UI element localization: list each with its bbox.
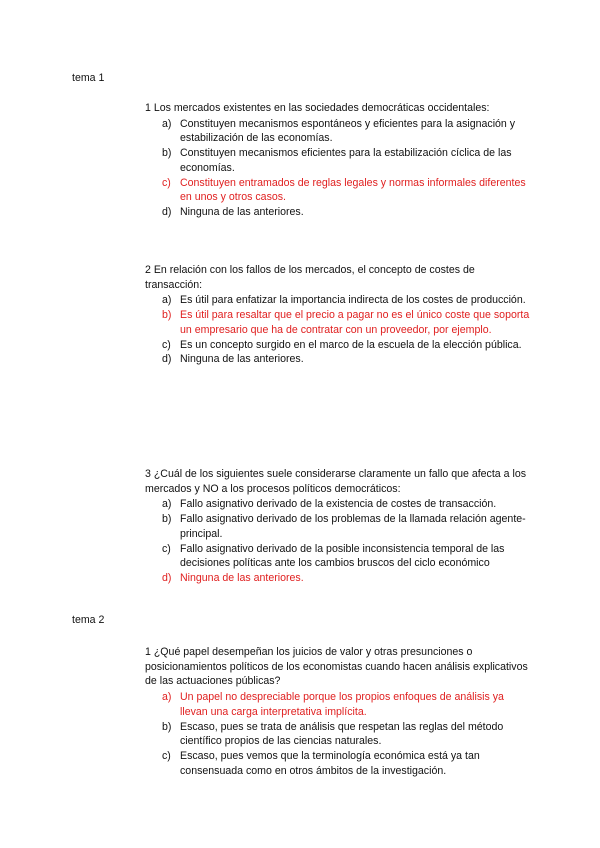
option-letter: c): [162, 542, 171, 555]
option-letter: a): [162, 498, 172, 511]
option-text: Escaso, pues vemos que la terminología económica está ya tan consensuada como en otros ámbitos de la investigación.: [180, 749, 480, 777]
option-d: [145, 352, 530, 367]
option-letter: b): [162, 720, 172, 733]
option-c: [145, 749, 530, 778]
option-text: Escaso, pues se trata de análisis que respetan las reglas del método científico propios de las ciencias naturales.: [180, 720, 504, 748]
option-a: [145, 117, 530, 146]
option-b: [145, 720, 530, 749]
option-list: [145, 497, 530, 585]
option-text: Fallo asignativo derivado de la posible inconsistencia temporal de las decisiones políticas ante los cambios bruscos del ciclo económico: [180, 542, 505, 570]
option-letter: b): [162, 309, 172, 322]
option-text: Ninguna de las anteriores.: [180, 205, 304, 218]
section-title-tema-1: tema 1: [72, 72, 105, 84]
option-letter: a): [162, 691, 172, 704]
question-1-2: [145, 263, 530, 367]
option-letter: c): [162, 749, 171, 762]
option-letter: a): [162, 117, 172, 130]
option-text: Un papel no despreciable porque los propios enfoques de análisis ya llevan una carga interpretativa implícita.: [180, 691, 504, 718]
section-title-tema-2: tema 2: [72, 614, 105, 626]
option-list: [145, 293, 530, 367]
option-letter: d): [162, 353, 172, 366]
question-1-3: [145, 467, 530, 586]
option-b: [145, 146, 530, 175]
option-c: [145, 338, 530, 353]
option-letter: d): [162, 205, 172, 218]
option-text: Constituyen entramados de reglas legales y normas informales diferentes en unos y otros casos.: [180, 176, 526, 204]
option-text: Constituyen mecanismos eficientes para la estabilización cíclica de las economías.: [180, 147, 512, 174]
option-list: [145, 117, 530, 220]
option-a: [145, 293, 530, 308]
option-text: Constituyen mecanismos espontáneos y eficientes para la asignación y estabilización de las economías.: [180, 117, 516, 145]
option-text: Ninguna de las anteriores.: [180, 353, 304, 366]
question-stem: 2 En relación con los fallos de los mercados, el concepto de costes de transacción:: [145, 264, 475, 291]
option-c-correct: [145, 176, 530, 205]
option-text: Es un concepto surgido en el marco de la escuela de la elección pública.: [180, 338, 522, 351]
option-b: [145, 512, 530, 541]
option-a-correct: [145, 690, 530, 719]
option-text: Fallo asignativo derivado de los problemas de la llamada relación agente-principal.: [180, 513, 526, 540]
option-b-correct: [145, 308, 530, 337]
question-stem: 1 ¿Qué papel desempeñan los juicios de valor y otras presunciones o posicionamientos políticos de los economistas cuando hacen análisis explicativos de las actuaciones públicas?: [145, 646, 528, 688]
option-a: [145, 497, 530, 512]
option-letter: c): [162, 338, 171, 351]
option-letter: b): [162, 147, 172, 160]
option-list: [145, 690, 530, 778]
question-1-1: [145, 101, 530, 220]
question-stem: 3 ¿Cuál de los siguientes suele considerarse claramente un fallo que afecta a los mercados y NO a los procesos políticos democráticos:: [145, 468, 527, 495]
option-letter: d): [162, 571, 172, 584]
option-letter: a): [162, 294, 172, 307]
option-text: Es útil para enfatizar la importancia indirecta de los costes de producción.: [180, 294, 526, 307]
option-letter: c): [162, 176, 171, 189]
question-2-1: [145, 645, 530, 778]
option-letter: b): [162, 513, 172, 526]
option-text: Es útil para resaltar que el precio a pagar no es el único coste que soporta un empresario que ha de contratar con un proveedor, por ejemplo.: [180, 309, 530, 336]
option-text: Ninguna de las anteriores.: [180, 571, 304, 584]
option-text: Fallo asignativo derivado de la existencia de costes de transacción.: [180, 498, 497, 511]
option-d-correct: [145, 571, 530, 586]
option-c: [145, 542, 530, 571]
option-d: [145, 205, 530, 220]
question-stem: 1 Los mercados existentes en las sociedades democráticas occidentales:: [145, 102, 490, 114]
